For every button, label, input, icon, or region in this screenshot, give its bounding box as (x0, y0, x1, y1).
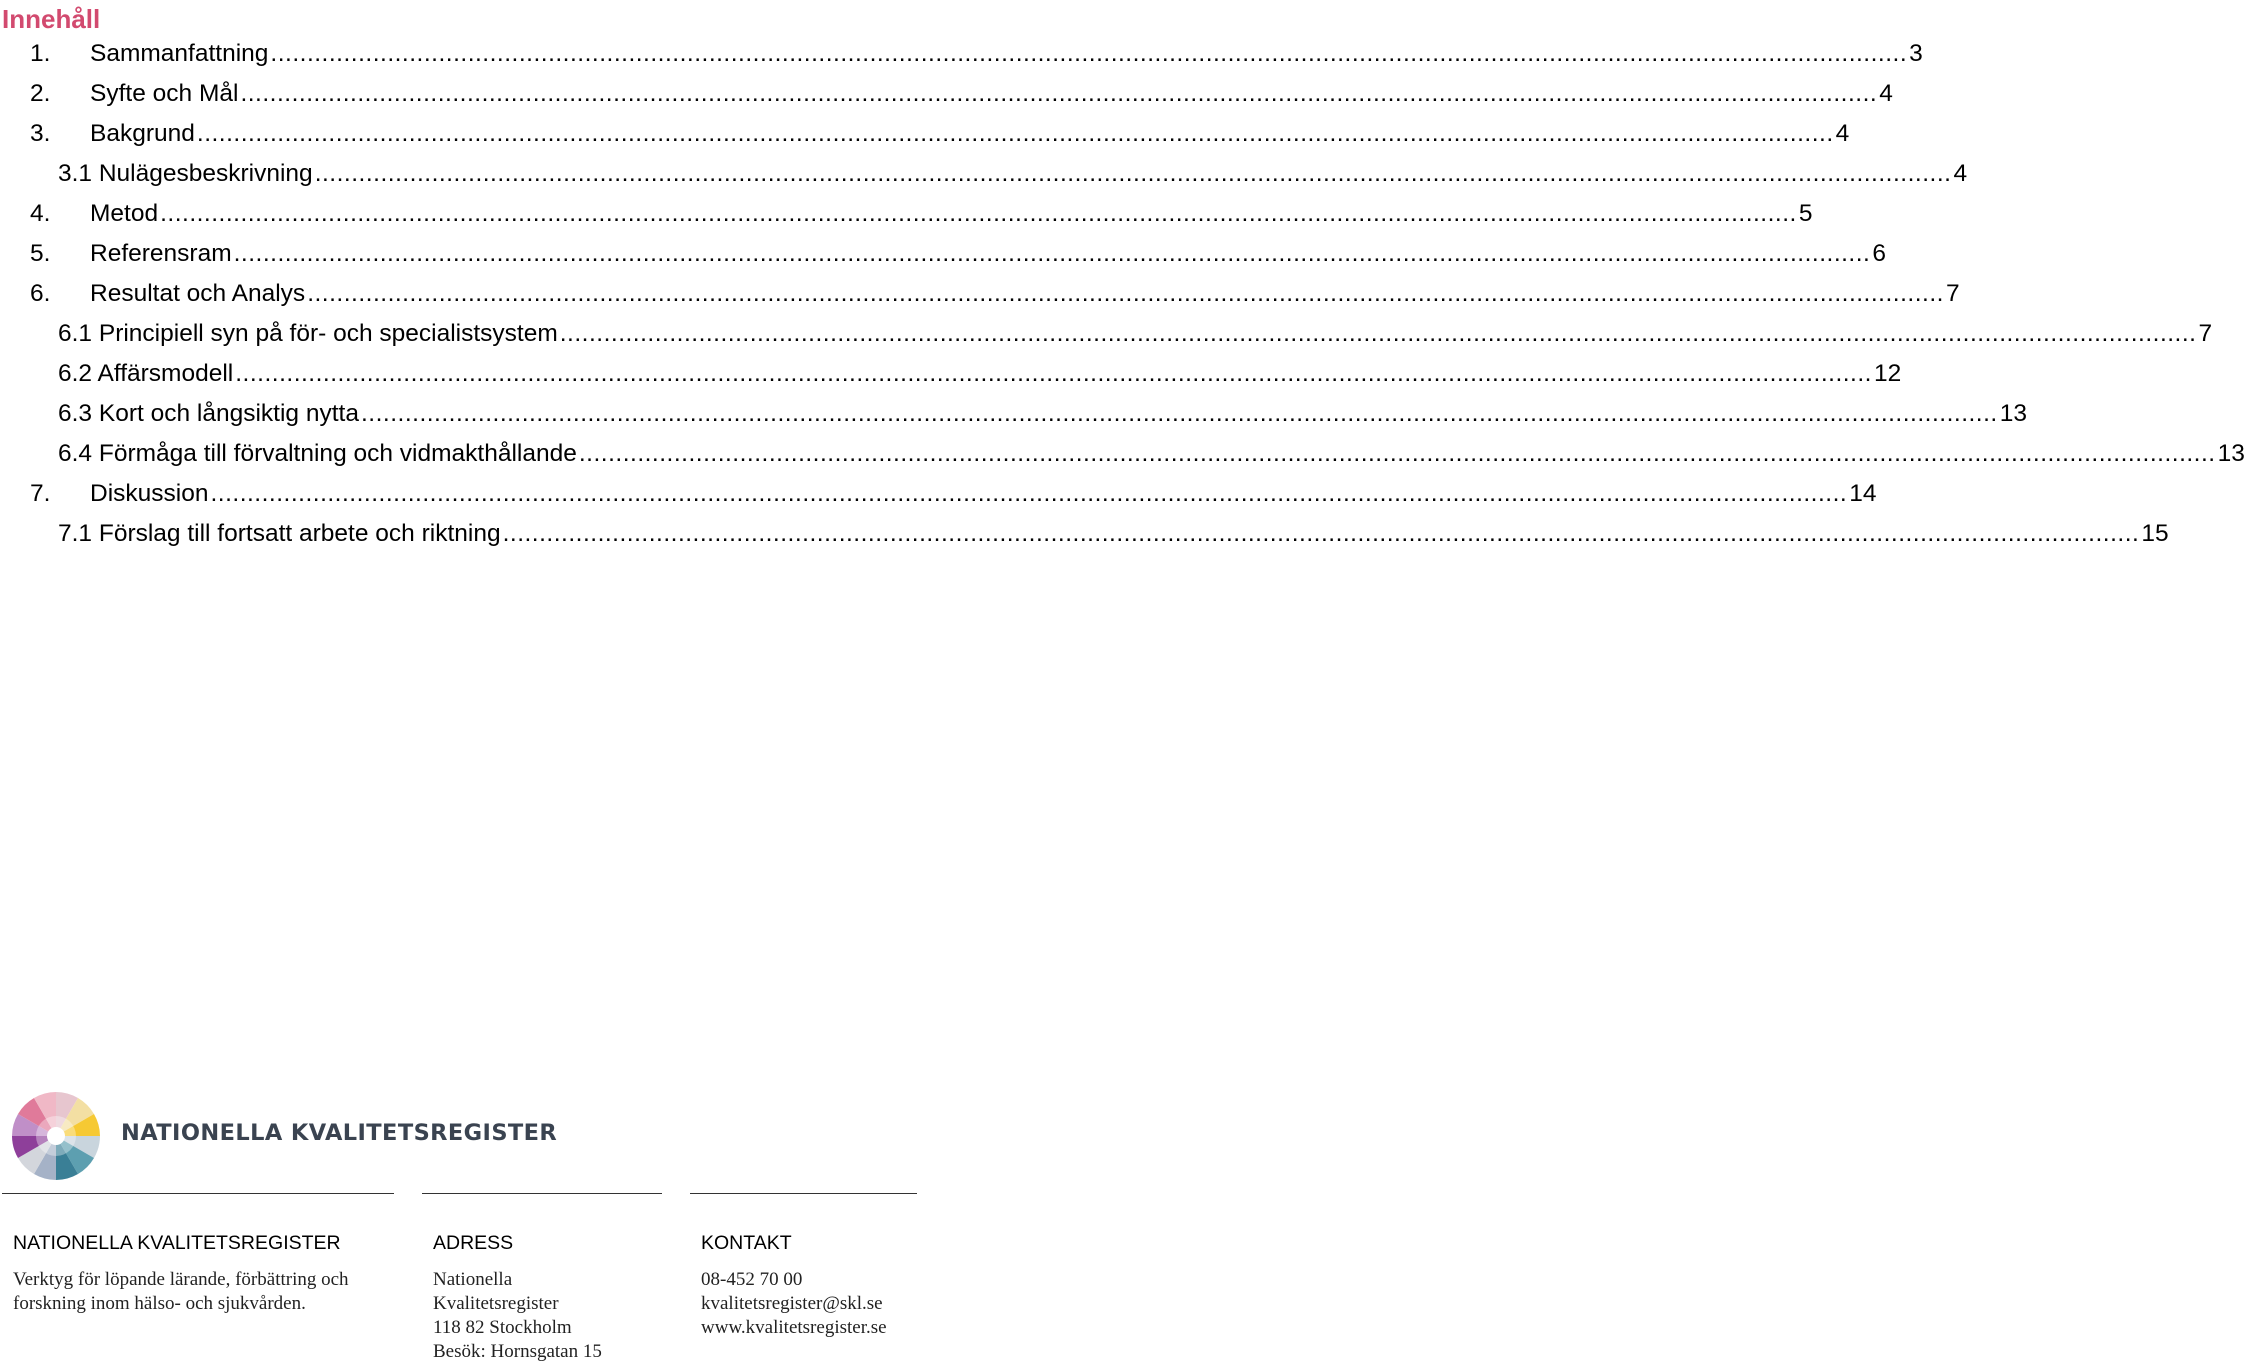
toc-entry-number: 4. (30, 200, 51, 227)
footer-text-line: Verktyg för löpande lärande, förbättring och (13, 1269, 349, 1290)
toc-entry-page: 15 (2141, 520, 2169, 547)
toc-entry-page: 4 (1953, 160, 1968, 187)
dot-leader (270, 40, 1907, 68)
toc-entry-page: 4 (1835, 120, 1850, 147)
dot-leader (307, 280, 1944, 308)
toc-entry-page: 12 (1873, 360, 1902, 387)
toc-entry-label: Resultat och Analys (90, 280, 306, 307)
footer-heading-kontakt: KONTAKT (701, 1232, 792, 1254)
toc-entry-number: 6. (30, 280, 51, 307)
dot-leader (503, 520, 2140, 548)
toc-entry-affarsmodell[interactable] (0, 354, 1902, 394)
toc-entry-kort-och-langsiktig-nytta[interactable] (0, 394, 2027, 434)
toc-entry-label: Diskussion (90, 480, 209, 507)
toc-entry-number: 5. (30, 240, 51, 267)
toc-entry-label: 6.3 Kort och långsiktig nytta (58, 400, 359, 427)
toc-entry-page: 6 (1872, 240, 1886, 267)
toc-entry-label: 6.4 Förmåga till förvaltning och vidmakthållande (58, 440, 577, 467)
toc-entry-page: 5 (1798, 200, 1813, 227)
divider (690, 1193, 917, 1194)
address-line: Kvalitetsregister (433, 1293, 559, 1314)
table-of-contents (0, 34, 2245, 554)
divider (422, 1193, 662, 1194)
toc-entry-forslag-till-fortsatt-arbete[interactable] (0, 514, 2169, 554)
toc-entry-label: 3.1 Nulägesbeskrivning (58, 160, 313, 187)
toc-title: Innehåll (2, 4, 101, 34)
toc-entry-syfte-och-mal[interactable] (0, 74, 1893, 114)
toc-entry-diskussion[interactable] (0, 474, 1877, 514)
toc-entry-label: Bakgrund (90, 120, 195, 147)
dot-leader (361, 400, 1998, 428)
toc-entry-label: 6.1 Principiell syn på för- och specialistsystem (58, 320, 558, 347)
toc-entry-page: 14 (1849, 480, 1877, 507)
toc-entry-page: 13 (1999, 400, 2027, 427)
email-link[interactable]: kvalitetsregister@skl.se (701, 1293, 883, 1314)
toc-entry-metod[interactable] (0, 194, 1813, 234)
toc-entry-label: Sammanfattning (90, 40, 269, 67)
toc-entry-page: 3 (1909, 40, 1923, 67)
footer-text-line: forskning inom hälso- och sjukvården. (13, 1293, 306, 1314)
toc-entry-resultat-och-analys[interactable] (0, 274, 1960, 314)
toc-entry-label: Referensram (90, 240, 232, 267)
dot-leader (210, 480, 1847, 508)
color-wheel-logo-icon (8, 1088, 104, 1184)
toc-entry-number: 7. (30, 480, 51, 507)
footer-heading-adress: ADRESS (433, 1232, 514, 1254)
dot-leader (160, 200, 1797, 228)
toc-entry-number: 2. (30, 80, 51, 107)
toc-entry-nulagesbeskrivning[interactable] (0, 154, 1968, 194)
toc-entry-label: 7.1 Förslag till fortsatt arbete och riktning (58, 520, 501, 547)
divider (2, 1193, 394, 1194)
toc-entry-formaga-till-forvaltning[interactable] (0, 434, 2245, 474)
toc-entry-referensram[interactable] (0, 234, 1886, 274)
footer-heading-organisation: NATIONELLA KVALITETSREGISTER (13, 1232, 341, 1254)
dot-leader (560, 320, 2197, 348)
toc-entry-page: 7 (2198, 320, 2213, 347)
toc-entry-sammanfattning[interactable] (0, 34, 1923, 74)
website-link[interactable]: www.kvalitetsregister.se (701, 1317, 887, 1338)
toc-entry-page: 4 (1879, 80, 1893, 107)
dot-leader (579, 440, 2216, 468)
phone-number[interactable]: 08-452 70 00 (701, 1269, 803, 1290)
dot-leader (234, 240, 1871, 268)
toc-entry-bakgrund[interactable] (0, 114, 1850, 154)
toc-entry-label: 6.2 Affärsmodell (58, 360, 234, 387)
address-line: Nationella (433, 1269, 513, 1290)
logo-wordmark: NATIONELLA KVALITETSREGISTER (121, 1120, 558, 1146)
toc-entry-page: 13 (2217, 440, 2245, 467)
toc-entry-number: 1. (30, 40, 51, 67)
toc-entry-number: 3. (30, 120, 51, 147)
dot-leader (235, 360, 1872, 388)
toc-entry-label: Syfte och Mål (90, 80, 239, 107)
dot-leader (315, 160, 1952, 188)
toc-entry-label: Metod (90, 200, 159, 227)
toc-entry-principiell-syn[interactable] (0, 314, 2213, 354)
toc-entry-page: 7 (1945, 280, 1960, 307)
dot-leader (197, 120, 1834, 148)
dot-leader (240, 80, 1877, 108)
address-line: Besök: Hornsgatan 15 (433, 1341, 602, 1362)
address-line: 118 82 Stockholm (433, 1317, 572, 1338)
